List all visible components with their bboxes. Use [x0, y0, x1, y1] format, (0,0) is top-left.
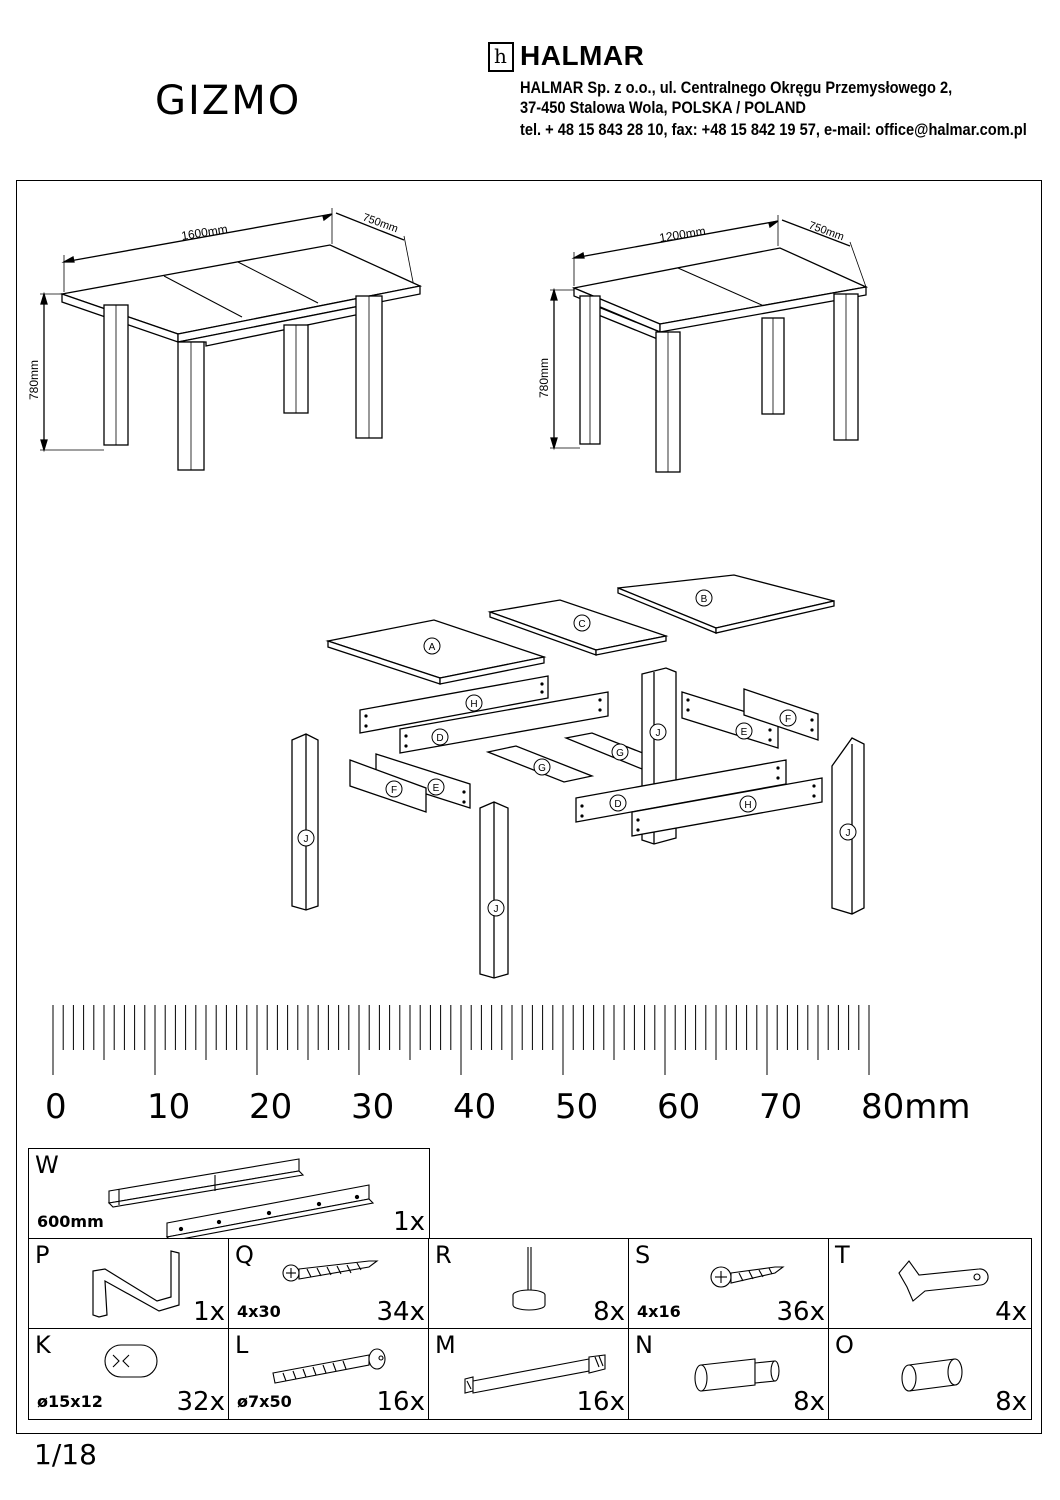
- hardware-qty: 16x: [376, 1387, 425, 1417]
- svg-text:H: H: [470, 699, 478, 710]
- halmar-logo-icon: h: [488, 42, 514, 72]
- hardware-qty: 8x: [793, 1387, 825, 1417]
- ruler-label: 10: [147, 1087, 191, 1127]
- dim-depth-extended: 750mm: [360, 211, 400, 236]
- hardware-letter: S: [635, 1241, 651, 1269]
- hardware-letter: L: [235, 1331, 249, 1359]
- svg-text:J: J: [493, 904, 499, 915]
- ruler-label: 50: [555, 1087, 599, 1127]
- page-number: 1/18: [34, 1438, 97, 1471]
- hardware-cell-w: [28, 1148, 430, 1240]
- hardware-letter: K: [35, 1331, 51, 1359]
- svg-text:F: F: [390, 785, 398, 796]
- company-contact: tel. + 48 15 843 28 10, fax: +48 15 842 19 57, e-mail: office@halmar.com.pl: [520, 120, 1027, 139]
- hardware-letter: T: [835, 1241, 850, 1269]
- dim-depth-compact: 750mm: [806, 219, 846, 244]
- company-address-line2: 37-450 Stalowa Wola, POLSKA / POLAND: [520, 98, 806, 117]
- hardware-cell-q: [228, 1238, 430, 1330]
- svg-text:D: D: [436, 733, 444, 744]
- svg-text:J: J: [655, 728, 661, 739]
- hardware-cell-t: [828, 1238, 1032, 1330]
- hardware-qty: 1x: [393, 1207, 425, 1237]
- hardware-cell-o: [828, 1328, 1032, 1420]
- hardware-cell-s: [628, 1238, 830, 1330]
- product-title: GIZMO: [155, 78, 302, 124]
- hardware-letter: O: [835, 1331, 854, 1359]
- hardware-qty: 4x: [995, 1297, 1027, 1327]
- hardware-qty: 16x: [576, 1387, 625, 1417]
- hardware-spec: 4x30: [237, 1302, 281, 1321]
- svg-text:A: A: [428, 642, 436, 653]
- svg-text:G: G: [616, 748, 624, 759]
- svg-text:B: B: [700, 594, 708, 605]
- dim-length-extended: 1600mm: [180, 221, 229, 243]
- ruler-label: 30: [351, 1087, 395, 1127]
- hardware-letter: N: [635, 1331, 653, 1359]
- ruler-label: 20: [249, 1087, 293, 1127]
- svg-text:G: G: [538, 763, 546, 774]
- dim-length-compact: 1200mm: [658, 223, 707, 245]
- svg-text:J: J: [845, 828, 851, 839]
- hardware-qty: 8x: [995, 1387, 1027, 1417]
- hardware-cell-m: [428, 1328, 630, 1420]
- hardware-spec: ø7x50: [237, 1392, 292, 1411]
- svg-text:F: F: [784, 714, 792, 725]
- svg-text:C: C: [578, 619, 586, 630]
- hardware-letter: W: [35, 1151, 59, 1179]
- svg-text:E: E: [432, 783, 440, 794]
- ruler-label: 80mm: [861, 1087, 971, 1127]
- hardware-spec: 4x16: [637, 1302, 681, 1321]
- company-address-line1: HALMAR Sp. z o.o., ul. Centralnego Okręgu Przemysłowego 2,: [520, 78, 953, 97]
- company-name: HALMAR: [520, 40, 645, 71]
- ruler-label: 0: [45, 1087, 67, 1127]
- hardware-qty: 36x: [776, 1297, 825, 1327]
- hardware-qty: 34x: [376, 1297, 425, 1327]
- svg-text:J: J: [303, 834, 309, 845]
- hardware-cell-l: [228, 1328, 430, 1420]
- hardware-qty: 1x: [193, 1297, 225, 1327]
- hardware-parts-table: [28, 1148, 1032, 1433]
- dim-height-compact: 780mm: [537, 357, 551, 398]
- hardware-qty: 8x: [593, 1297, 625, 1327]
- hardware-cell-k: [28, 1328, 230, 1420]
- hardware-cell-n: [628, 1328, 830, 1420]
- hardware-spec: 600mm: [37, 1212, 104, 1231]
- ruler-label: 70: [759, 1087, 803, 1127]
- hardware-spec: ø15x12: [37, 1392, 103, 1411]
- hardware-letter: R: [435, 1241, 452, 1269]
- hardware-cell-r: [428, 1238, 630, 1330]
- svg-text:D: D: [614, 799, 622, 810]
- hardware-cell-p: [28, 1238, 230, 1330]
- ruler-label: 40: [453, 1087, 497, 1127]
- svg-text:H: H: [744, 800, 752, 811]
- hardware-letter: M: [435, 1331, 456, 1359]
- svg-text:E: E: [740, 727, 748, 738]
- hardware-qty: 32x: [176, 1387, 225, 1417]
- hardware-letter: Q: [235, 1241, 254, 1269]
- hardware-letter: P: [35, 1241, 50, 1269]
- dim-height-extended: 780mm: [27, 359, 41, 400]
- ruler-label: 60: [657, 1087, 701, 1127]
